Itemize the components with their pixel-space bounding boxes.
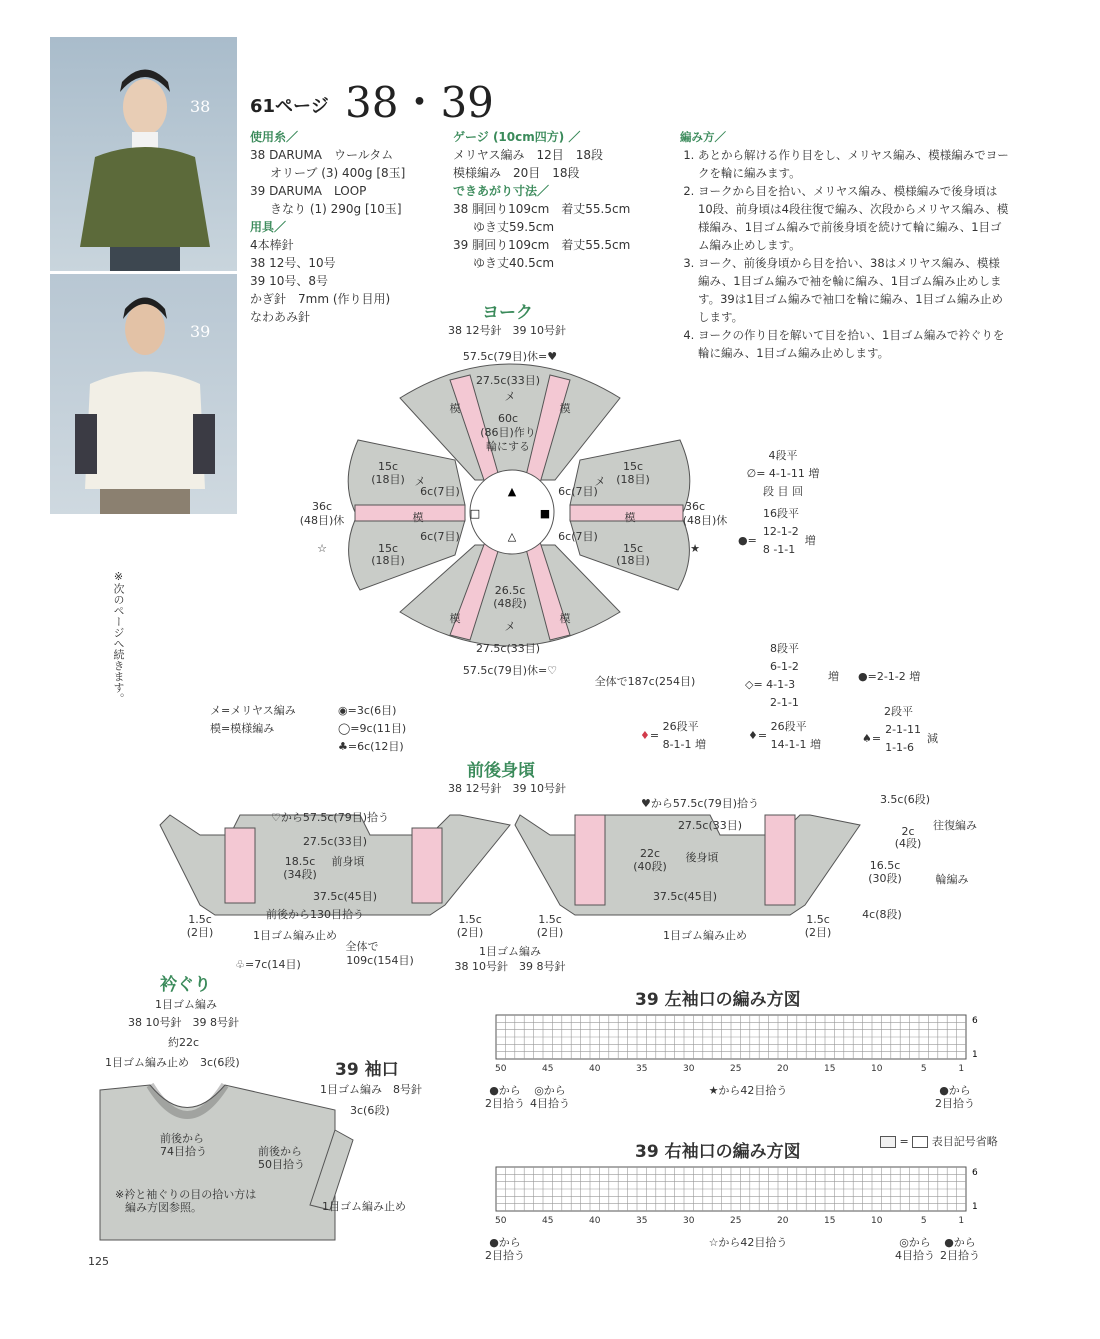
left-chart-row-1: 1 <box>972 1050 978 1060</box>
back-pick: ♥から57.5c(79目)拾う <box>641 797 759 810</box>
front-pick-bottom: 前後から130目拾う <box>266 908 364 921</box>
yoke-title: ヨーク <box>482 303 533 323</box>
right-dim-b: 2c <box>901 825 915 838</box>
cuff-pick2: 50目拾う <box>258 1158 305 1171</box>
right-pick-left2: 2目拾う <box>485 1249 525 1262</box>
yarn-38-line2: オリーブ (3) 400g [8玉] <box>270 166 406 180</box>
yoke-side-18-ll: (18目) <box>371 554 405 567</box>
front-top-width: 27.5c(33目) <box>302 835 368 848</box>
body-title: 前後身頃 <box>467 761 535 781</box>
back-side-small2: (2目) <box>536 926 564 939</box>
left-cuff-chart <box>485 1010 1000 1120</box>
grid-tick-label: 25 <box>729 1064 742 1074</box>
yoke-total: 全体で187c(254目) <box>594 675 696 688</box>
right-dim-b2: (4段) <box>894 837 922 850</box>
left-pick-left2: 2目拾う <box>485 1097 525 1110</box>
size-38-line1: 38 胴回り109cm 着丈55.5cm <box>453 202 631 216</box>
note-g-rule1: 2段平 <box>884 705 913 718</box>
back-height2: (40段) <box>633 860 667 873</box>
back-top-width: 27.5c(33目) <box>677 819 743 832</box>
left-chart-title: 39 左袖口の編み方図 <box>635 990 801 1010</box>
left-pick-mid1: ◎から <box>534 1084 566 1097</box>
club-note: ♧=7c(14目) <box>235 958 301 971</box>
body-needles: 38 12号針 39 10号針 <box>448 782 566 795</box>
gauge-section <box>453 128 663 272</box>
cuff-note2: 編み方図参照。 <box>125 1201 202 1214</box>
right-pick-right1: ●から <box>944 1236 976 1249</box>
right-dim-c2: (30段) <box>868 872 902 885</box>
increase-note-c <box>745 640 799 712</box>
yoke-stockinette-mark: メ <box>414 475 426 488</box>
grid-tick-label: 40 <box>588 1216 601 1226</box>
photo-38-label: 38 <box>190 97 211 116</box>
increase-note-a <box>738 447 828 501</box>
tool-item: 39 10号、8号 <box>250 274 328 288</box>
yoke-pattern-label: 模 <box>412 511 424 524</box>
legend-mark3: ♣=6c(12目) <box>338 740 404 753</box>
left-pick-center: ★から42目拾う <box>708 1084 788 1097</box>
yoke-inner-bottom: 27.5c(33目) <box>475 642 541 655</box>
back-pattern-strip <box>765 815 795 905</box>
yoke-right-side2: (48目)休 <box>682 514 728 527</box>
legend-mark2: ◯=9c(11目) <box>338 722 407 735</box>
page-reference: 61ページ <box>250 96 329 117</box>
yoke-center-label2: (86目)作り <box>480 426 536 439</box>
note-c-rule1: 6-1-2 <box>770 660 799 673</box>
yoke-star-open: ☆ <box>317 542 327 555</box>
yoke-right-side: 36c <box>684 500 706 513</box>
yoke-pattern-label: 模 <box>559 402 571 415</box>
yarn-39-line1: 39 DARUMA LOOP <box>250 184 367 198</box>
tool-item: 38 12号、10号 <box>250 256 336 270</box>
note-b-rule1: 12-1-2 <box>762 525 799 538</box>
size-39-line2: ゆき丈40.5cm <box>473 256 555 270</box>
increase-note-f: ♦= 26段平 14-1-1 増 <box>748 718 821 754</box>
tool-item: 4本棒針 <box>250 238 294 252</box>
note-g-rule2: 2-1-11 <box>885 723 922 736</box>
yoke-pattern-strip <box>355 505 465 521</box>
note-e-rule2: 8-1-1 増 <box>662 738 707 751</box>
cuff-pick: 前後から <box>258 1145 302 1158</box>
front-rib-stop: 1目ゴム編み止め <box>253 929 337 942</box>
yoke-top-triangle-mark: ▲ <box>507 485 517 498</box>
grid-tick-label: 5 <box>920 1216 927 1226</box>
symbol-legend-left <box>210 702 296 738</box>
right-chart-legend: = 表目記号省略 <box>880 1133 998 1149</box>
note-a-rule: ∅= 4-1-11 増 <box>746 467 820 480</box>
front-pick: ♡から57.5c(79目)拾う <box>271 811 389 824</box>
size-39-line1: 39 胴回り109cm 着丈55.5cm <box>453 238 631 252</box>
yoke-six-ll: 6c(7目) <box>420 530 460 543</box>
yoke-pattern-label: 模 <box>624 511 636 524</box>
back-side-small: 1.5c <box>538 913 562 926</box>
front-bottom-width: 37.5c(45目) <box>312 890 378 903</box>
front-side-small-right2: (2目) <box>456 926 484 939</box>
grid-tick-label: 25 <box>729 1216 742 1226</box>
grid-tick-label: 1 <box>958 1216 965 1226</box>
yoke-side-15-ur: 15c <box>622 460 644 473</box>
gauge-line1: メリヤス編み 12目 18段 <box>453 148 604 162</box>
yoke-pattern-label: 模 <box>449 612 461 625</box>
yoke-side-15-ll: 15c <box>377 542 399 555</box>
yoke-center-label3: 輪にする <box>486 440 530 453</box>
legend-moyou: 模=模様編み <box>210 722 275 735</box>
note-a-title: 4段平 <box>768 449 798 462</box>
grid-tick-label: 10 <box>870 1216 883 1226</box>
yoke-left-side: 36c <box>311 500 333 513</box>
blank-cell-icon <box>880 1136 896 1148</box>
yoke-bottom-triangle-mark: △ <box>507 530 517 543</box>
note-e-rule1: 26段平 <box>662 720 699 733</box>
front-side-small2: (2目) <box>186 926 214 939</box>
increase-note-b <box>738 505 816 559</box>
yoke-six-ur: 6c(7目) <box>558 485 598 498</box>
back-pattern-strip <box>575 815 605 905</box>
grid-tick-label: 35 <box>635 1064 648 1074</box>
materials-section <box>250 128 440 326</box>
method-heading: 編み方／ <box>680 130 726 144</box>
grid-tick-label: 35 <box>635 1216 648 1226</box>
size-heading: できあがり寸法／ <box>453 184 550 198</box>
photo-38 <box>50 37 237 271</box>
yoke-bottom-width: 57.5c(79目)休=♡ <box>462 664 558 677</box>
grid-tick-label: 50 <box>494 1064 507 1074</box>
back-side-small-right2: (2目) <box>804 926 832 939</box>
yoke-side-15-lr: 15c <box>622 542 644 555</box>
back-center-label: 後身頃 <box>685 851 719 864</box>
method-step: 1. あとから解ける作り目をし、メリヤス編み、模様編みでヨークを輪に編みます。 <box>698 146 1010 182</box>
yoke-star-filled: ★ <box>690 542 700 555</box>
cuff-note1: ※衿と袖ぐりの目の拾い方は <box>115 1188 257 1201</box>
front-side-small: 1.5c <box>188 913 212 926</box>
yoke-side-15-ul: 15c <box>377 460 399 473</box>
grid-tick-label: 15 <box>823 1216 836 1226</box>
right-chart-title: 39 右袖口の編み方図 <box>635 1142 801 1162</box>
note-g-rule3: 1-1-6 <box>885 741 915 754</box>
yoke-six-lr: 6c(7目) <box>558 530 598 543</box>
spade-icon: ♠= <box>862 732 882 745</box>
right-pick-mid2: 4目拾う <box>895 1249 935 1262</box>
tool-item: なわあみ針 <box>250 310 311 324</box>
grid-tick-label: 30 <box>682 1064 695 1074</box>
yoke-inner-top: 27.5c(33目) <box>475 374 541 387</box>
left-pick-left1: ●から <box>489 1084 521 1097</box>
method-section <box>680 128 1010 362</box>
cuff-depth: 3c(6段) <box>350 1104 390 1117</box>
front-center-label: 前身頃 <box>331 855 365 868</box>
right-pick-mid1: ◎から <box>899 1236 931 1249</box>
increase-note-g <box>862 703 938 757</box>
gauge-heading: ゲージ (10cm四方) ／ <box>453 130 581 144</box>
yoke-side-18-lr: (18目) <box>616 554 650 567</box>
grid-tick-label: 45 <box>541 1064 554 1074</box>
collar-width: 約22c <box>168 1036 200 1049</box>
grid-tick-label: 45 <box>541 1216 554 1226</box>
right-chart-row-1: 1 <box>972 1202 978 1212</box>
red-diamond-icon: ♦ <box>640 729 650 742</box>
right-dim-c: 16.5c <box>869 859 901 872</box>
note-f-rule2: 14-1-1 増 <box>770 738 822 751</box>
yoke-left-side2: (48目)休 <box>299 514 345 527</box>
increase-note-d: ●=2-1-2 増 <box>858 670 921 683</box>
note-c-title: 8段平 <box>770 642 799 655</box>
grid-tick-label: 30 <box>682 1216 695 1226</box>
front-side-small-right: 1.5c <box>458 913 482 926</box>
grid-tick-label: 20 <box>776 1064 789 1074</box>
grid-tick-label: 20 <box>776 1216 789 1226</box>
collar-sub1: 1目ゴム編み <box>155 998 217 1011</box>
collar-depth: 3c(6段) <box>200 1056 240 1069</box>
grid-tick-label: 40 <box>588 1064 601 1074</box>
tools-heading: 用具／ <box>250 220 287 234</box>
left-pick-right1: ●から <box>939 1084 971 1097</box>
method-step: 3. ヨーク、前後身頃から目を拾い、38はメリヤス編み、模様編み、1目ゴム編みで袖を輪に編み、1目ゴム編み止めします。39は1目ゴム編みで袖口を輪に編み、1目ゴム編み止めします。 <box>698 254 1010 326</box>
yoke-stockinette-mark: メ <box>594 475 606 488</box>
legend-meriyasu: メ=メリヤス編み <box>210 704 296 717</box>
grid-tick-label: 1 <box>958 1064 965 1074</box>
cuff-title: 39 袖口 <box>335 1060 399 1080</box>
increase-note-c-mark: 増 <box>828 670 839 683</box>
yoke-pattern-label: 模 <box>449 402 461 415</box>
yoke-left-square-mark: □ <box>469 507 481 520</box>
size-38-line2: ゆき丈59.5cm <box>473 220 555 234</box>
collar-pick2: 74目拾う <box>160 1145 207 1158</box>
front-height: 18.5c <box>284 855 316 868</box>
photo-39 <box>50 274 237 514</box>
yoke-side-18-ul: (18目) <box>371 473 405 486</box>
right-cuff-chart <box>485 1162 1000 1272</box>
grid-tick-label: 15 <box>823 1064 836 1074</box>
left-pick-right2: 2目拾う <box>935 1097 975 1110</box>
page-number: 125 <box>88 1255 109 1268</box>
yoke-center-label: 60c <box>497 412 519 425</box>
yarn-39-line2: きなり (1) 290g [10玉] <box>270 202 402 216</box>
note-b-title: 16段平 <box>763 507 799 520</box>
note-g-mark: 減 <box>927 732 939 745</box>
note-f-rule1: 26段平 <box>770 720 807 733</box>
yoke-diagram <box>300 340 740 700</box>
yarn-heading: 使用糸／ <box>250 130 299 144</box>
grid-tick-label: 50 <box>494 1216 507 1226</box>
method-step: 2. ヨークから目を拾い、メリヤス編み、模様編みで後身頃は10段、前身頃は4段往復で編み、次段からメリヤス編み、模様編み、1目ゴム編みで前後身頃を続けて輪に編み、1目ゴム編み止めします。 <box>698 182 1010 254</box>
back-side-small-right: 1.5c <box>806 913 830 926</box>
body-total: 全体で <box>345 940 379 953</box>
left-chart-row-6: 6 <box>972 1016 978 1026</box>
body-diagram <box>140 795 990 980</box>
note-c-rule2: ◇= 4-1-3 <box>745 678 796 691</box>
yoke-left-upper-petal <box>348 440 465 512</box>
right-pick-right2: 2目拾う <box>940 1249 980 1262</box>
front-height2: (34段) <box>283 868 317 881</box>
front-pattern-strip <box>412 828 442 903</box>
right-pick-center: ☆から42目拾う <box>708 1236 788 1249</box>
note-b-mark: 増 <box>804 534 816 547</box>
symbol-legend-right <box>338 702 406 756</box>
photo-39-label: 39 <box>190 322 211 341</box>
grid-tick-label: 10 <box>870 1064 883 1074</box>
tool-item: かぎ針 7mm (作り目用) <box>250 292 391 306</box>
yoke-right-square-mark: ■ <box>539 507 551 520</box>
black-diamond-icon: ♦ <box>748 729 758 742</box>
right-dim-a: 3.5c(6段) <box>879 793 931 806</box>
front-pattern-strip <box>225 828 255 903</box>
yoke-pattern-label: 模 <box>559 612 571 625</box>
body-rib-label: 1目ゴム編み <box>479 945 541 958</box>
body-rib-needles: 38 10号針 39 8号針 <box>454 960 566 973</box>
cuff-sub: 1目ゴム編み 8号針 <box>320 1083 422 1096</box>
oufuku-label: 往復編み <box>933 819 977 832</box>
increase-note-e: ♦= 26段平 8-1-1 増 <box>640 718 706 754</box>
left-pick-mid2: 4目拾う <box>530 1097 570 1110</box>
right-chart-row-6: 6 <box>972 1168 978 1178</box>
back-rib-stop: 1目ゴム編み止め <box>663 929 747 942</box>
yoke-stockinette-mark: メ <box>504 390 516 403</box>
note-c-rule3: 2-1-1 <box>770 696 799 709</box>
right-pick-left1: ●から <box>489 1236 521 1249</box>
collar-pick: 前後から <box>160 1132 204 1145</box>
yoke-depth2: (48段) <box>493 597 527 610</box>
yoke-stockinette-mark: メ <box>504 620 516 633</box>
grid-tick-label: 5 <box>920 1064 927 1074</box>
collar-sub2: 38 10号針 39 8号針 <box>128 1016 239 1029</box>
method-step: 4. ヨークの作り目を解いて目を拾い、1目ゴム編みで衿ぐりを輪に編み、1目ゴム編み止めします。 <box>698 326 1010 362</box>
yoke-depth: 26.5c <box>494 584 526 597</box>
yarn-38-line1: 38 DARUMA ウールタム <box>250 148 394 162</box>
yoke-needles: 38 12号針 39 10号針 <box>448 324 566 337</box>
pattern-title: 38・39 <box>345 78 494 127</box>
collar-stop: 1目ゴム編み止め <box>105 1056 189 1069</box>
right-dim-d: 4c(8段) <box>862 908 902 921</box>
note-a-sub: 段 目 回 <box>763 485 803 498</box>
note-b-rule2: 8 -1-1 <box>762 543 796 556</box>
right-chart-legend-text: 表目記号省略 <box>931 1135 998 1148</box>
gauge-line2: 模様編み 20目 18段 <box>453 166 580 180</box>
continued-note: ※次のページへ続きます。 <box>112 570 125 704</box>
yoke-side-18-ur: (18目) <box>616 473 650 486</box>
yoke-top-width: 57.5c(79目)休=♥ <box>462 350 558 363</box>
model-39-illustration <box>50 274 237 514</box>
cuff-stop: 1目ゴム編み止め <box>322 1200 406 1213</box>
back-height: 22c <box>639 847 661 860</box>
model-38-illustration <box>50 37 237 271</box>
yoke-six-ul: 6c(7目) <box>420 485 460 498</box>
legend-mark1: ◉=3c(6目) <box>338 704 397 717</box>
note-b-dot: ●= <box>738 534 757 547</box>
collar-title: 衿ぐり <box>160 975 211 995</box>
knit-cell-icon <box>912 1136 928 1148</box>
back-bottom-width: 37.5c(45目) <box>652 890 718 903</box>
wa-label: 輪編み <box>935 873 969 886</box>
body-total2: 109c(154目) <box>346 954 414 967</box>
